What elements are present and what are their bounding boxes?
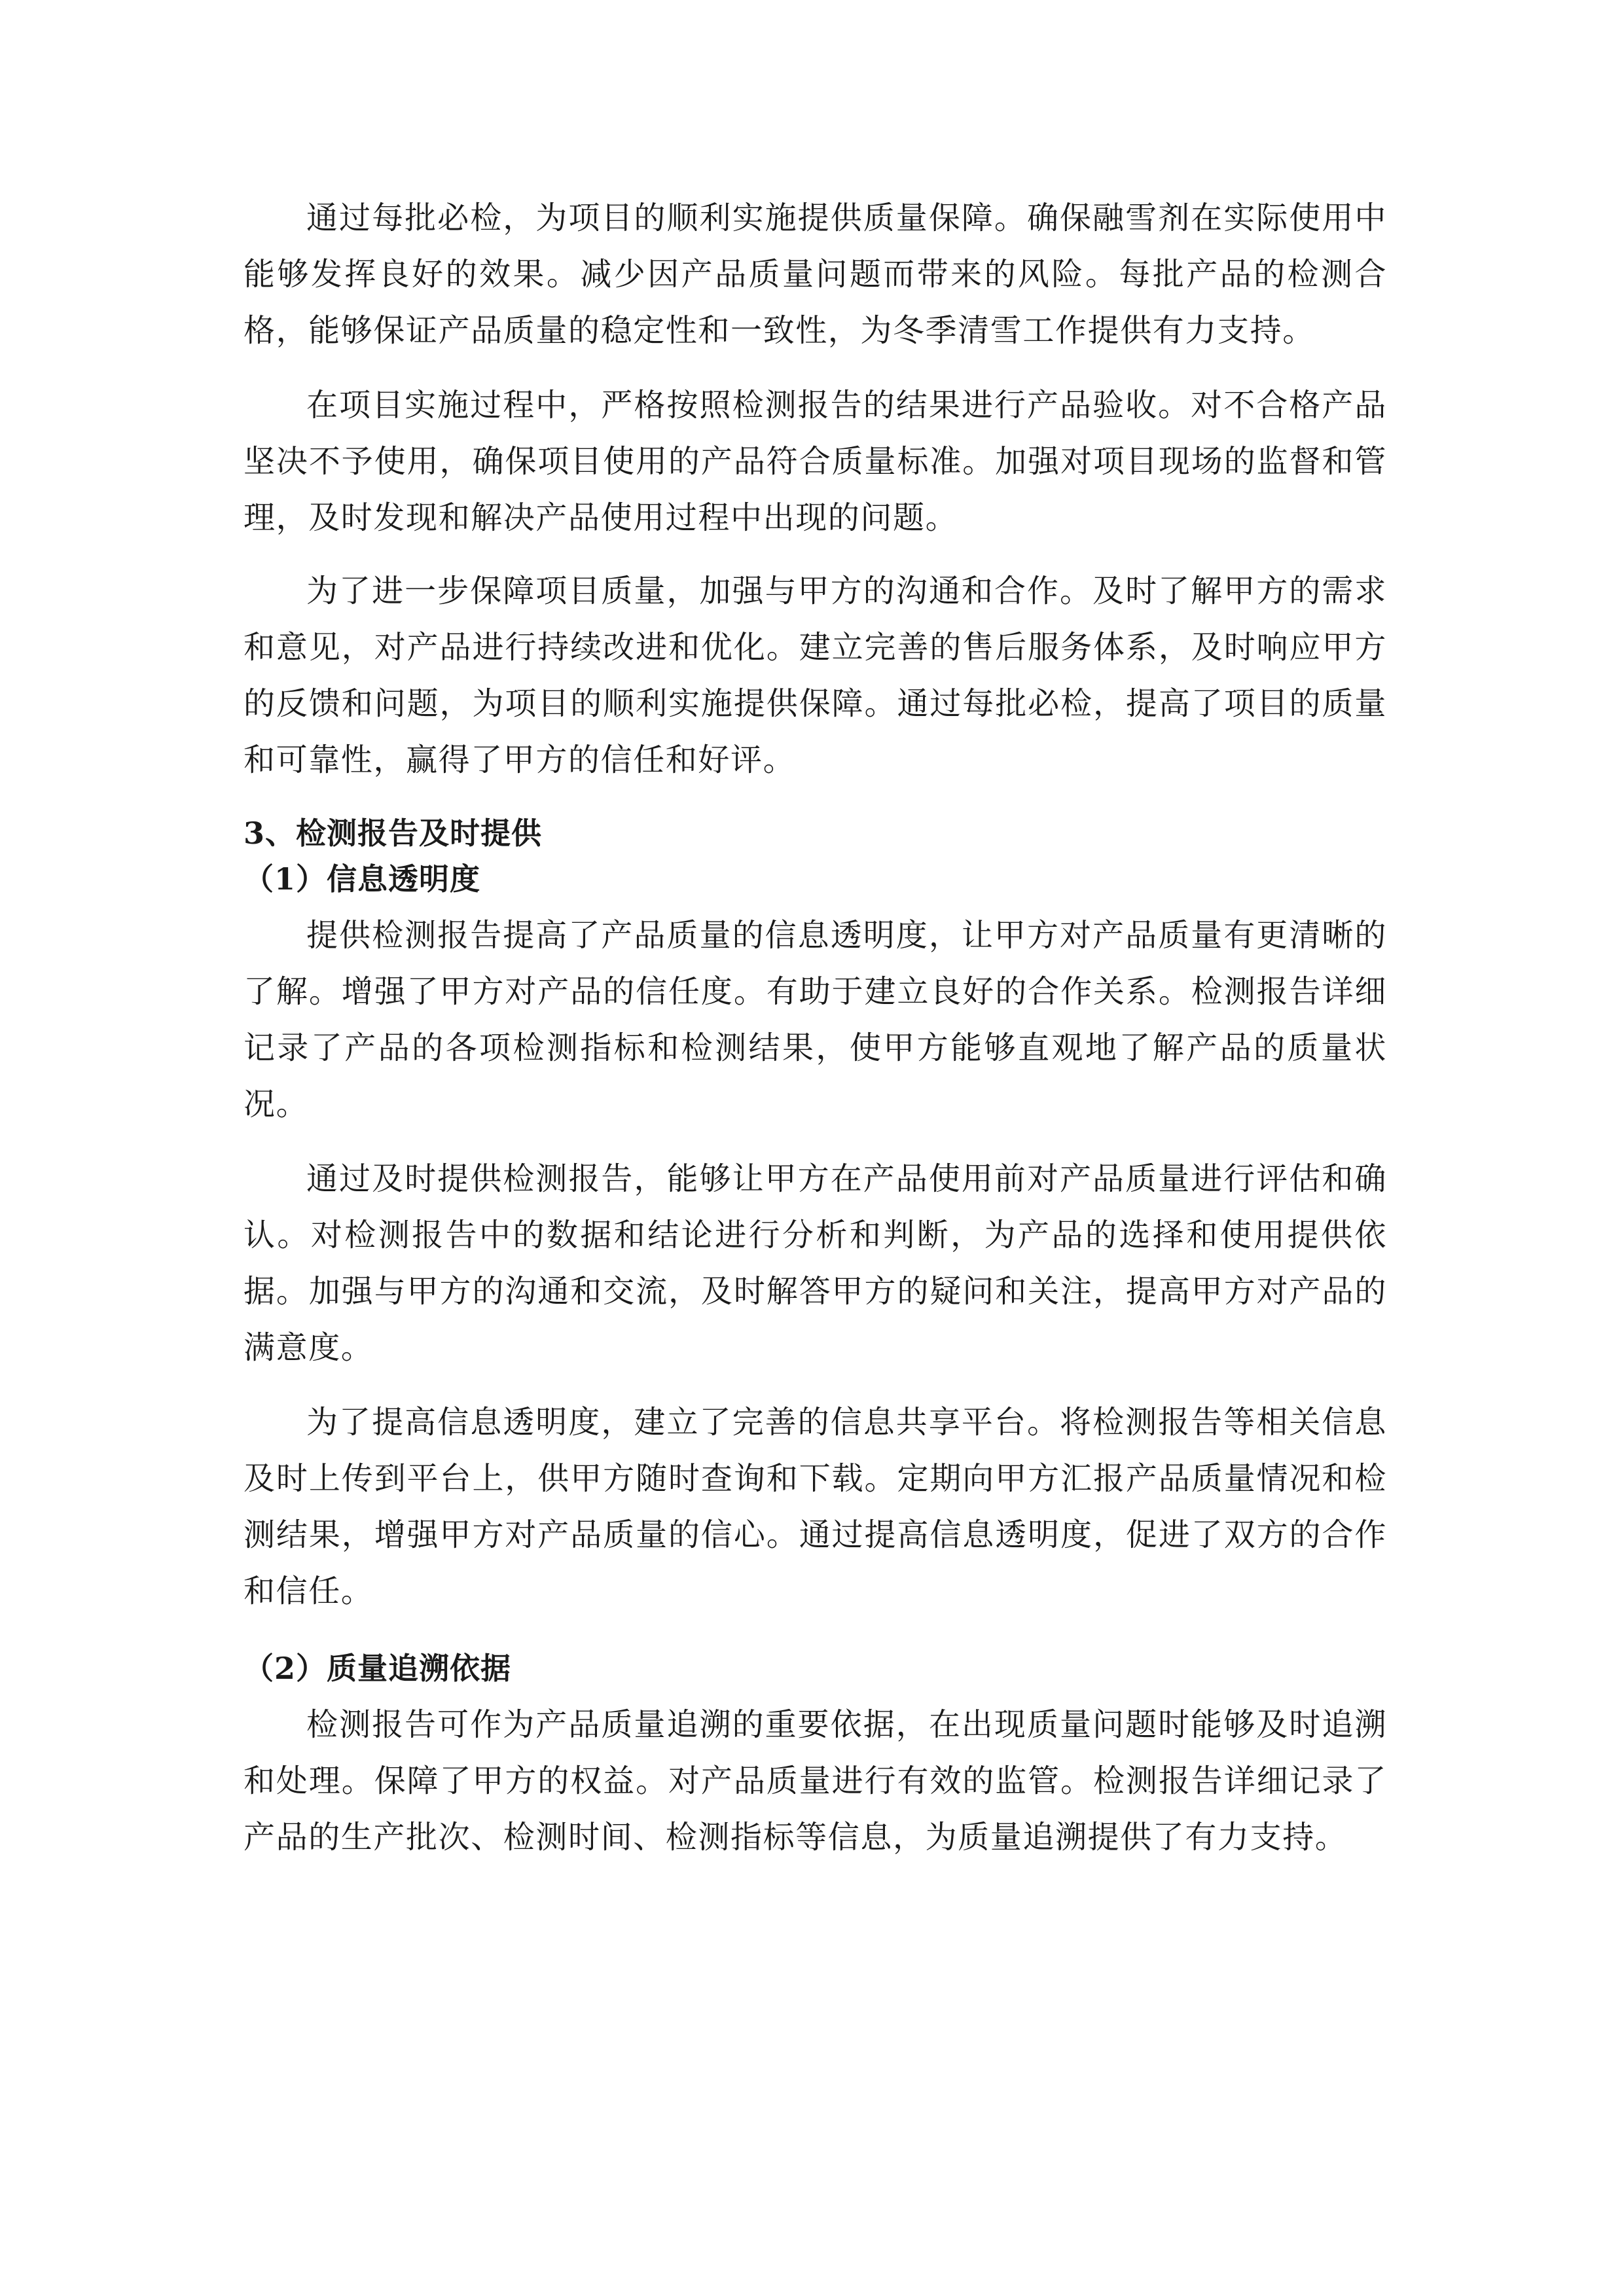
paragraph-transparency: 提供检测报告提高了产品质量的信息透明度，让甲方对产品质量有更清晰的了解。增强了甲方对产品的信任度。有助于建立良好的合作关系。检测报告详细记录了产品的各项检测指标和检测结果，使甲方能够直观地了解产品的质量状况。 [244,917,1387,1122]
paragraph-batch-inspection: 通过每批必检，为项目的顺利实施提供质量保障。确保融雪剂在实际使用中能够发挥良好的效果。减少因产品质量问题而带来的风险。每批产品的检测合格，能够保证产品质量的稳定性和一致性，为冬季清雪工作提供有力支持。 [244,200,1387,349]
paragraph-traceability: 检测报告可作为产品质量追溯的重要依据，在出现质量问题时能够及时追溯和处理。保障了甲方的权益。对产品质量进行有效的监管。检测报告详细记录了产品的生产批次、检测时间、检测指标等信息，为质量追溯提供了有力支持。 [244,1706,1387,1856]
subheading-transparency: （1）信息透明度 [244,861,481,897]
subheading-traceability: （2）质量追溯依据 [244,1651,512,1686]
section-heading-reports: 3、检测报告及时提供 [244,816,543,851]
paragraph-sharing-platform: 为了提高信息透明度，建立了完善的信息共享平台。将检测报告等相关信息及时上传到平台上，供甲方随时查询和下载。定期向甲方汇报产品质量情况和检测结果，增强甲方对产品质量的信心。通过提高信息透明度，促进了双方的合作和信任。 [244,1404,1387,1609]
paragraph-communication: 为了进一步保障项目质量，加强与甲方的沟通和合作。及时了解甲方的需求和意见，对产品进行持续改进和优化。建立完善的售后服务体系，及时响应甲方的反馈和问题，为项目的顺利实施提供保障。通过每批必检，提高了项目的质量和可靠性，赢得了甲方的信任和好评。 [244,573,1387,778]
paragraph-acceptance: 在项目实施过程中，严格按照检测报告的结果进行产品验收。对不合格产品坚决不予使用，确保项目使用的产品符合质量标准。加强对项目现场的监督和管理，及时发现和解决产品使用过程中出现的问题。 [244,387,1387,536]
paragraph-evaluation: 通过及时提供检测报告，能够让甲方在产品使用前对产品质量进行评估和确认。对检测报告中的数据和结论进行分析和判断，为产品的选择和使用提供依据。加强与甲方的沟通和交流，及时解答甲方的疑问和关注，提高甲方对产品的满意度。 [244,1160,1387,1366]
